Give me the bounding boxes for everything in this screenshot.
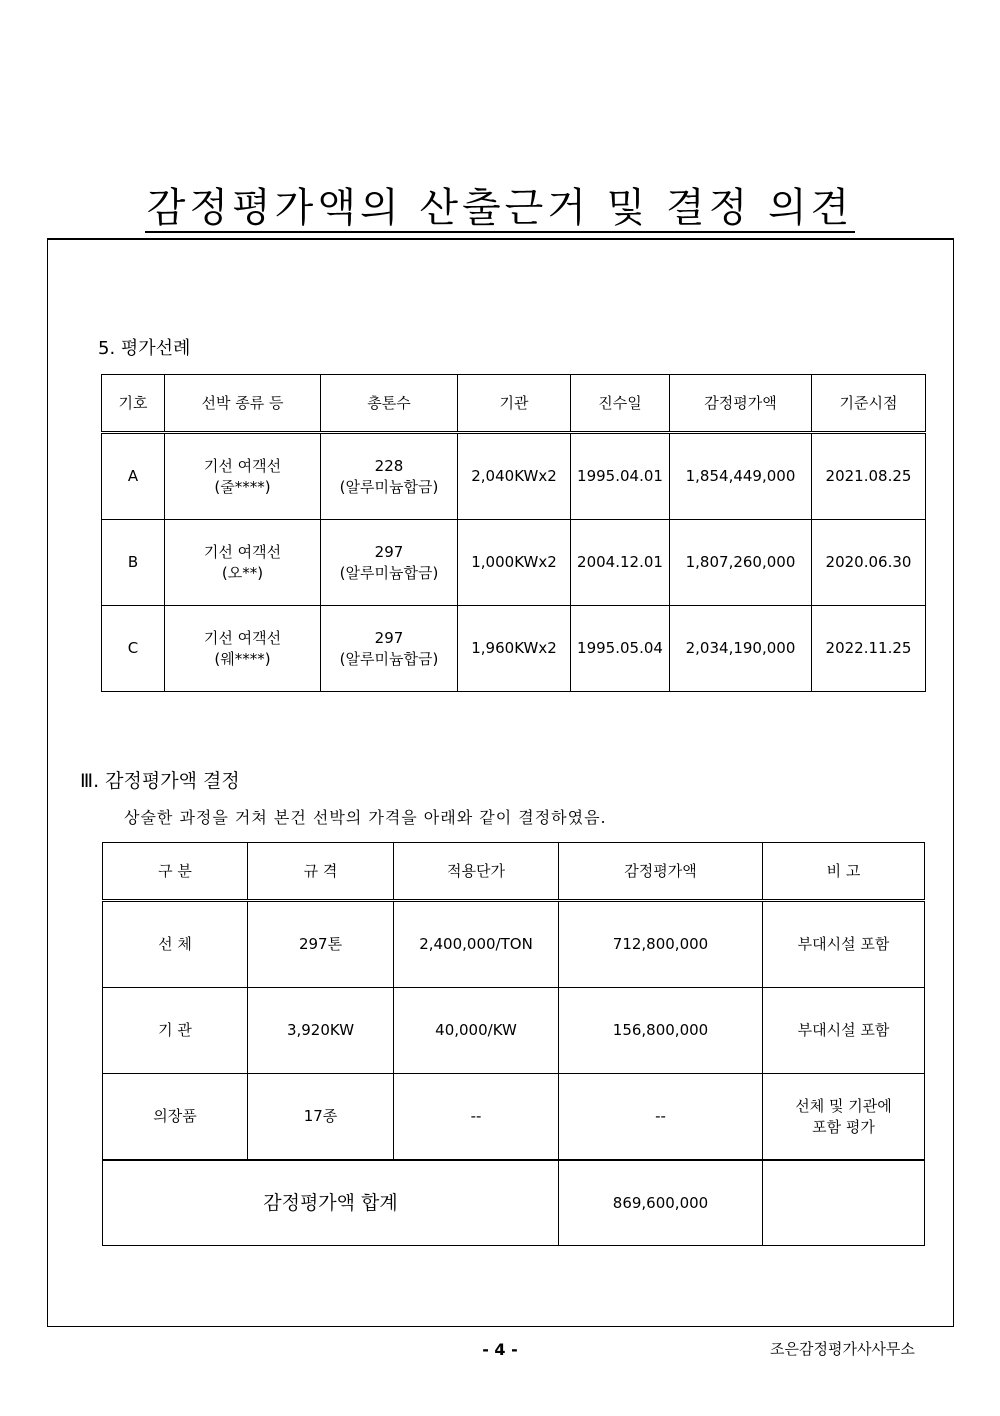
total-row (103, 1160, 925, 1246)
unit-price-cell: -- (394, 1074, 559, 1161)
tonnage-cell: 228 (알루미늄합금) (321, 433, 458, 520)
section-5-heading: 5. 평가선례 (98, 338, 191, 359)
id-cell: C (102, 606, 165, 692)
spec-cell: 3,920KW (248, 988, 394, 1074)
table-row (102, 433, 926, 520)
header-cell: 적용단가 (394, 843, 559, 901)
header-cell: 기준시점 (812, 375, 926, 433)
header-cell: 총톤수 (321, 375, 458, 433)
spec-cell: 17종 (248, 1074, 394, 1161)
engine-cell: 2,040KWx2 (458, 433, 571, 520)
value-cell: -- (559, 1074, 763, 1161)
header-cell: 감정평가액 (670, 375, 812, 433)
base-date-cell: 2022.11.25 (812, 606, 926, 692)
launch-date-cell: 1995.05.04 (571, 606, 670, 692)
item-cell: 선 체 (103, 901, 248, 988)
item-cell: 기 관 (103, 988, 248, 1074)
id-cell: B (102, 520, 165, 606)
engine-cell: 1,960KWx2 (458, 606, 571, 692)
header-cell: 진수일 (571, 375, 670, 433)
spec-cell: 297톤 (248, 901, 394, 988)
total-label: 감정평가액 합계 (103, 1160, 559, 1246)
header-cell: 구 분 (103, 843, 248, 901)
value-cell: 1,854,449,000 (670, 433, 812, 520)
header-cell: 감정평가액 (559, 843, 763, 901)
launch-date-cell: 1995.04.01 (571, 433, 670, 520)
tonnage-cell: 297 (알루미늄합금) (321, 606, 458, 692)
note-cell: 부대시설 포함 (763, 988, 925, 1074)
launch-date-cell: 2004.12.01 (571, 520, 670, 606)
table-row (102, 606, 926, 692)
valuation-table (102, 842, 925, 1246)
value-cell: 1,807,260,000 (670, 520, 812, 606)
base-date-cell: 2021.08.25 (812, 433, 926, 520)
tonnage-cell: 297 (알루미늄합금) (321, 520, 458, 606)
table-row (103, 1074, 925, 1161)
item-cell: 의장품 (103, 1074, 248, 1161)
value-cell: 156,800,000 (559, 988, 763, 1074)
engine-cell: 1,000KWx2 (458, 520, 571, 606)
total-note-cell (763, 1160, 925, 1246)
value-cell: 712,800,000 (559, 901, 763, 988)
table-row (102, 520, 926, 606)
total-value: 869,600,000 (559, 1160, 763, 1246)
document-title: 감정평가액의 산출근거 및 결정 의견 (146, 185, 854, 231)
header-cell: 비 고 (763, 843, 925, 901)
table-header-row (102, 375, 926, 433)
section-3-heading: Ⅲ. 감정평가액 결정 (80, 770, 240, 792)
page-number: - 4 - (482, 1340, 518, 1359)
header-cell: 규 격 (248, 843, 394, 901)
office-name: 조은감정평가사사무소 (770, 1340, 915, 1358)
unit-price-cell: 2,400,000/TON (394, 901, 559, 988)
precedent-table (101, 374, 926, 692)
id-cell: A (102, 433, 165, 520)
ship-type-cell: 기선 여객선 (줄****) (165, 433, 321, 520)
section-3-intro: 상술한 과정을 거쳐 본건 선박의 가격을 아래와 같이 결정하였음. (124, 808, 607, 827)
ship-type-cell: 기선 여객선 (웨****) (165, 606, 321, 692)
value-cell: 2,034,190,000 (670, 606, 812, 692)
base-date-cell: 2020.06.30 (812, 520, 926, 606)
header-cell: 기호 (102, 375, 165, 433)
header-cell: 기관 (458, 375, 571, 433)
table-row (103, 901, 925, 988)
note-cell: 부대시설 포함 (763, 901, 925, 988)
ship-type-cell: 기선 여객선 (오**) (165, 520, 321, 606)
unit-price-cell: 40,000/KW (394, 988, 559, 1074)
note-cell: 선체 및 기관에 포함 평가 (763, 1074, 925, 1161)
table-row (103, 988, 925, 1074)
table-header-row (103, 843, 925, 901)
header-cell: 선박 종류 등 (165, 375, 321, 433)
